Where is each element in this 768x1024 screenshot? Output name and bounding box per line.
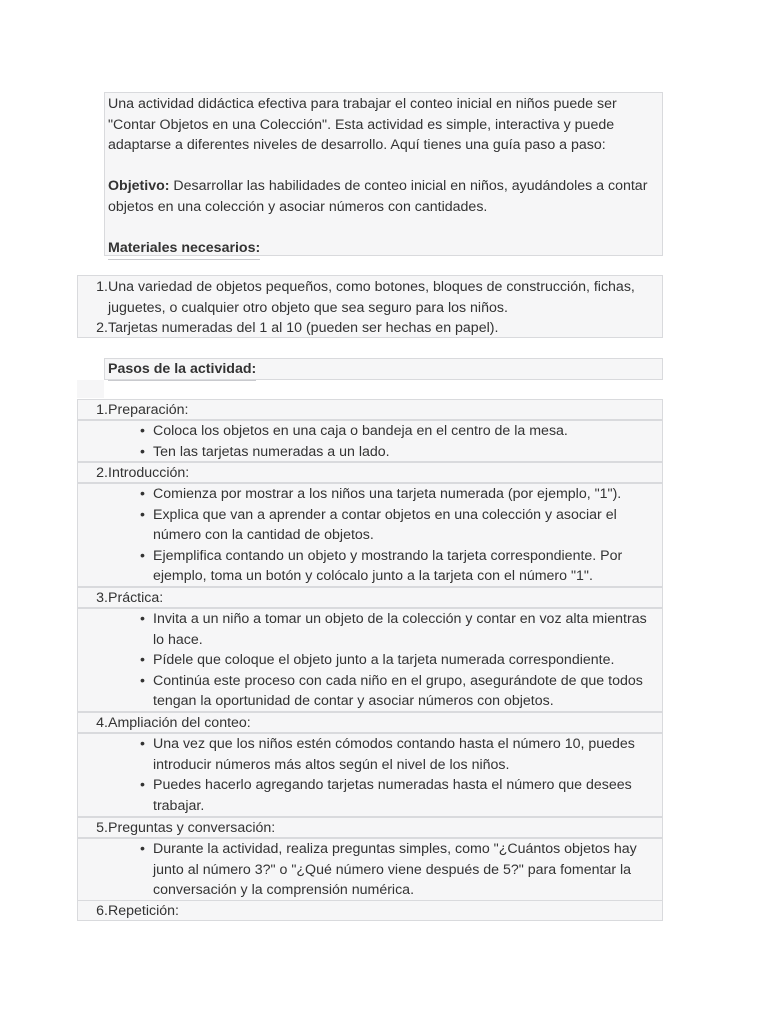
bullet: •	[140, 841, 145, 857]
list-item-text: Invita a un niño a tomar un objeto de la colección y contar en voz alta mientras lo hace.	[153, 611, 647, 648]
list-item-text: Tarjetas numeradas del 1 al 10 (pueden ser hechas en papel).	[108, 320, 499, 336]
step-row	[77, 900, 663, 921]
objective-paragraph	[108, 176, 658, 217]
step-row	[77, 712, 663, 733]
list-item	[78, 650, 656, 671]
materials-list	[77, 275, 663, 338]
steps-heading-text: Pasos de la actividad:	[108, 359, 256, 381]
list-item	[78, 839, 656, 901]
step-number: 3.	[96, 590, 108, 606]
step-row	[77, 587, 663, 608]
list-item-text: Continúa este proceso con cada niño en el grupo, asegurándote de que todos tengan la oportunidad de contar y asociar números con objetos.	[153, 672, 643, 710]
bullet: •	[140, 486, 145, 502]
step-title: Ampliación del conteo:	[108, 715, 251, 731]
step-bullets	[77, 733, 663, 817]
step-number: 5.	[96, 820, 108, 836]
list-item	[78, 442, 656, 463]
list-item	[78, 609, 656, 650]
bullet: •	[140, 652, 145, 669]
list-item	[78, 484, 656, 505]
list-item	[78, 421, 656, 442]
materials-heading-text: Materiales necesarios:	[108, 238, 260, 260]
bullet: •	[140, 547, 145, 564]
list-item-text: Comienza por mostrar a los niños una tarjeta numerada (por ejemplo, "1").	[153, 486, 622, 502]
list-item-text: Explica que van a aprender a contar objetos en una colección y asociar el número con la cantidad de objetos.	[153, 506, 617, 544]
step-title: Introducción:	[108, 465, 190, 481]
list-item-text: Durante la actividad, realiza preguntas simples, como "¿Cuántos objetos hay junto al número 3?" o "¿Qué número viene después de 5?" para fomentar la conversación y la comprensión numérica.	[153, 841, 637, 899]
intro-paragraph: Una actividad didáctica efectiva para trabajar el conteo inicial en niños puede ser "Contar Objetos en una Colección". Esta actividad es simple, interactiva y puede adaptarse a diferentes niveles de desarrollo. Aquí tienes una guía paso a paso:	[108, 96, 617, 154]
list-item-text: Coloca los objetos en una caja o bandeja en el centro de la mesa.	[153, 423, 568, 439]
step-title: Preguntas y conversación:	[108, 820, 276, 836]
step-bullets	[77, 838, 663, 901]
list-item	[78, 734, 656, 775]
list-item-text: Puedes hacerlo agregando tarjetas numeradas hasta el número que desees trabajar.	[153, 777, 632, 814]
bullet: •	[140, 672, 145, 689]
bullet: •	[140, 736, 145, 752]
list-item	[78, 671, 656, 712]
intro-block	[104, 92, 663, 256]
step-title: Repetición:	[108, 903, 179, 919]
list-item-text: Ejemplifica contando un objeto y mostrando la tarjeta correspondiente. Por ejemplo, toma un botón y colócalo junto a la tarjeta con el número "1".	[153, 547, 623, 585]
objective-text: Desarrollar las habilidades de conteo inicial en niños, ayudándoles a contar objetos en una colección y asociar números con cantidades.	[108, 178, 648, 215]
objective-label: Objetivo:	[108, 178, 170, 195]
step-number: 6.	[96, 903, 108, 919]
list-number: 2.	[96, 320, 108, 336]
spacer	[77, 380, 104, 398]
list-item-text: Una variedad de objetos pequeños, como botones, bloques de construcción, fichas, juguetes, o cualquier otro objeto que sea seguro para los niños.	[108, 279, 635, 316]
bullet: •	[140, 423, 145, 439]
step-number: 2.	[96, 465, 108, 481]
bullet: •	[140, 506, 145, 523]
bullet: •	[140, 443, 145, 460]
list-number: 1.	[96, 279, 108, 295]
list-item	[78, 546, 656, 587]
bullet: •	[140, 777, 145, 794]
step-bullets	[77, 420, 663, 462]
step-row	[77, 399, 663, 420]
bullet: •	[140, 611, 145, 627]
list-item	[78, 277, 658, 318]
steps-heading	[104, 358, 663, 380]
step-number: 1.	[96, 402, 108, 418]
step-title: Práctica:	[108, 590, 164, 606]
step-row	[77, 817, 663, 838]
list-item	[78, 505, 656, 546]
materials-heading	[108, 238, 658, 260]
list-item	[78, 318, 658, 339]
step-bullets	[77, 483, 663, 587]
step-title: Preparación:	[108, 402, 189, 418]
list-item	[78, 775, 656, 816]
list-item-text: Una vez que los niños estén cómodos contando hasta el número 10, puedes introducir números más altos según el nivel de los niños.	[153, 736, 635, 773]
list-item-text: Pídele que coloque el objeto junto a la tarjeta numerada correspondiente.	[153, 652, 615, 669]
list-item-text: Ten las tarjetas numeradas a un lado.	[153, 443, 390, 460]
step-bullets	[77, 608, 663, 712]
step-number: 4.	[96, 715, 108, 731]
step-row	[77, 462, 663, 483]
